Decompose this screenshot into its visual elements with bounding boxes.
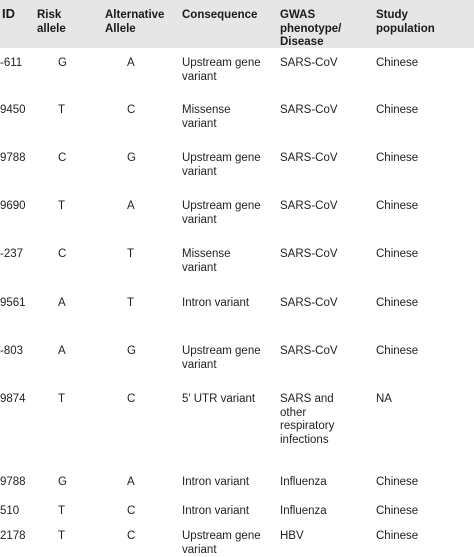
alternative-allele: C [127, 393, 136, 405]
alternative-allele: G [127, 345, 136, 357]
alternative-allele: G [127, 152, 136, 164]
consequence: Upstream gene variant [182, 152, 261, 178]
study-population: Chinese [376, 200, 419, 212]
alternative-allele: T [127, 297, 135, 309]
header-alternative-allele: Alternative Allele [105, 9, 165, 35]
variant-id: 2178 [0, 530, 26, 542]
risk-allele: T [58, 200, 66, 212]
table-header [0, 0, 474, 48]
study-population: Chinese [376, 345, 419, 357]
consequence: Upstream gene variant [182, 345, 261, 371]
study-population: Chinese [376, 530, 419, 542]
gwas-phenotype: Influenza [280, 505, 327, 517]
variant-id: 510 [0, 505, 20, 517]
risk-allele: C [58, 152, 67, 164]
gwas-phenotype: SARS-CoV [280, 57, 338, 69]
risk-allele: G [58, 57, 67, 69]
consequence: Upstream gene variant [182, 57, 261, 83]
consequence: Intron variant [182, 505, 250, 517]
alternative-allele: A [127, 476, 135, 488]
consequence: Missense variant [182, 248, 231, 274]
variant-id: 9450 [0, 104, 26, 116]
variant-id: 9788 [0, 476, 26, 488]
risk-allele: T [58, 393, 66, 405]
gwas-phenotype: SARS-CoV [280, 152, 338, 164]
variant-id: -611 [0, 57, 23, 69]
gwas-phenotype: Influenza [280, 476, 327, 488]
header-id: ID [2, 6, 15, 21]
consequence: Intron variant [182, 476, 250, 488]
alternative-allele: C [127, 505, 136, 517]
study-population: Chinese [376, 152, 419, 164]
study-population: Chinese [376, 297, 419, 309]
study-population: Chinese [376, 505, 419, 517]
header-consequence: Consequence [182, 9, 258, 21]
gwas-phenotype: SARS-CoV [280, 345, 338, 357]
header-study-population: Study population [376, 9, 435, 35]
risk-allele: C [58, 248, 67, 260]
header-gwas-phenotype: GWAS phenotype/ Disease [280, 9, 342, 48]
risk-allele: A [58, 345, 66, 357]
alternative-allele: A [127, 57, 135, 69]
risk-allele: T [58, 530, 66, 542]
consequence: Intron variant [182, 297, 250, 309]
variant-id: 9788 [0, 152, 26, 164]
risk-allele: T [58, 104, 66, 116]
study-population: Chinese [376, 476, 419, 488]
study-population: NA [376, 393, 392, 405]
gwas-phenotype: SARS-CoV [280, 248, 338, 260]
gwas-phenotype: SARS-CoV [280, 200, 338, 212]
gwas-phenotype: HBV [280, 530, 304, 542]
header-risk-allele: Risk allele [37, 9, 66, 35]
study-population: Chinese [376, 248, 419, 260]
variant-id: -237 [0, 248, 24, 260]
study-population: Chinese [376, 104, 419, 116]
gwas-phenotype: SARS and other respiratory infections [280, 393, 335, 446]
alternative-allele: T [127, 248, 135, 260]
study-population: Chinese [376, 57, 419, 69]
alternative-allele: A [127, 200, 135, 212]
risk-allele: T [58, 505, 66, 517]
gwas-phenotype: SARS-CoV [280, 104, 338, 116]
risk-allele: G [58, 476, 67, 488]
consequence: Upstream gene variant [182, 200, 261, 226]
variant-id: 9690 [0, 200, 26, 212]
variant-id: 9561 [0, 297, 26, 309]
risk-allele: A [58, 297, 66, 309]
consequence: Upstream gene variant [182, 530, 261, 556]
variant-id: 9874 [0, 393, 26, 405]
variant-id: -803 [0, 345, 24, 357]
gwas-phenotype: SARS-CoV [280, 297, 338, 309]
consequence: Missense variant [182, 104, 231, 130]
consequence: 5′ UTR variant [182, 393, 256, 405]
alternative-allele: C [127, 530, 136, 542]
alternative-allele: C [127, 104, 136, 116]
